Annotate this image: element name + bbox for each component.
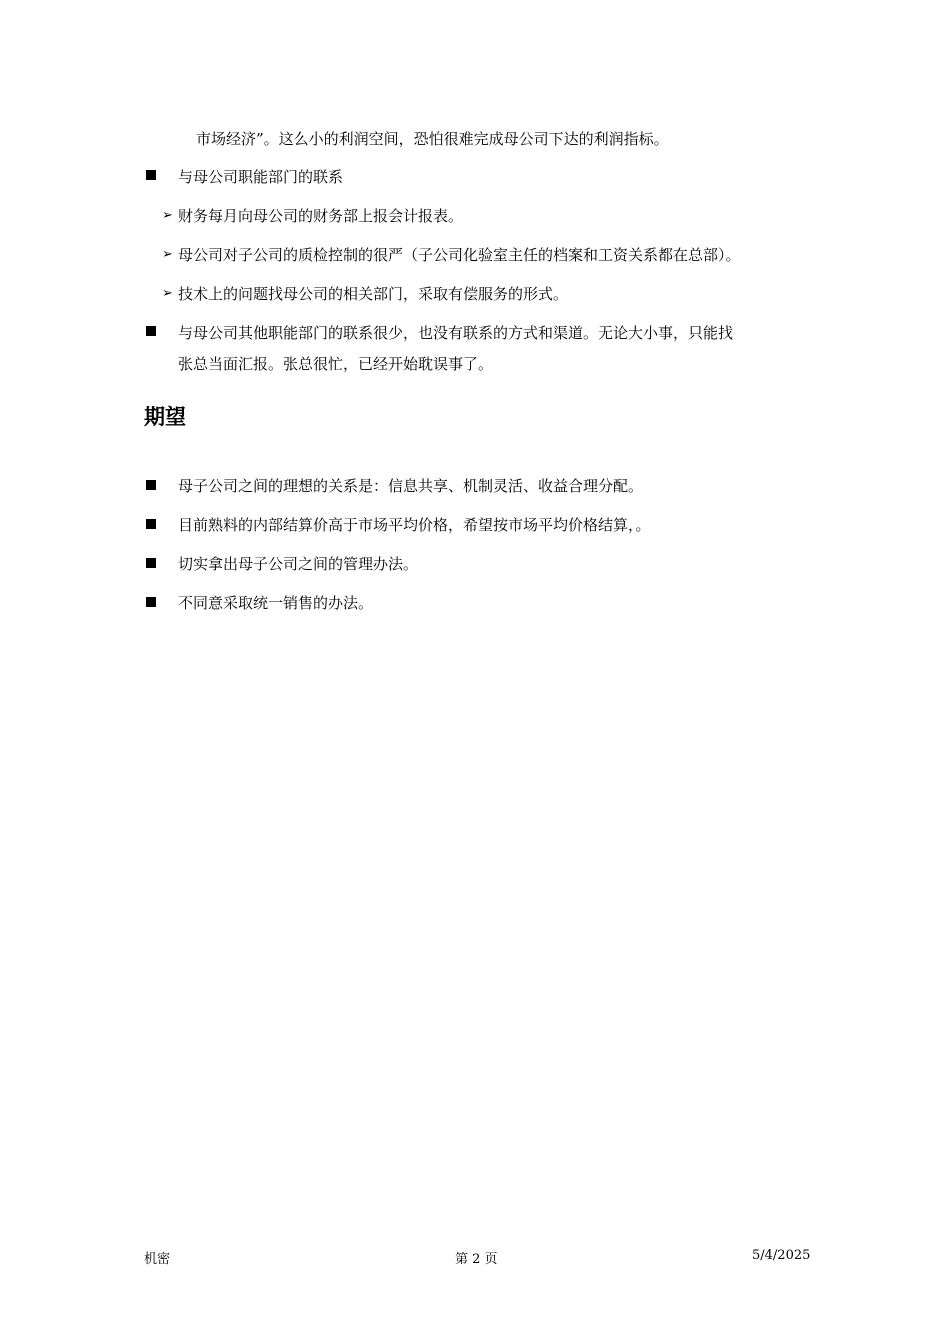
sub-item-text: 财务每月向母公司的财务部上报会计报表。 [178, 207, 464, 225]
square-bullet-icon [146, 480, 156, 490]
list-item: 母子公司之间的理想的关系是：信息共享、机制灵活、收益合理分配。 [178, 477, 644, 495]
square-bullet-icon [146, 170, 156, 180]
bullet-text: 与母公司其他职能部门的联系很少，也没有联系的方式和渠道。无论大小事，只能找 [178, 324, 734, 342]
section-heading: 期望 [144, 405, 186, 429]
arrow-bullet-icon: ➢ [162, 247, 173, 262]
square-bullet-icon [146, 326, 156, 336]
footer-page-number: 第 2 页 [455, 1252, 498, 1267]
square-bullet-icon [146, 558, 156, 568]
sub-item-text: 母公司对子公司的质检控制的很严（子公司化验室主任的档案和工资关系都在总部）。 [178, 246, 741, 264]
bullet-text-continuation: 张总当面汇报。张总很忙，已经开始耽误事了。 [178, 355, 494, 373]
square-bullet-icon [146, 597, 156, 607]
footer-date: 5/4/2025 [752, 1248, 811, 1263]
arrow-bullet-icon: ➢ [162, 286, 173, 301]
list-item: 切实拿出母子公司之间的管理办法。 [178, 555, 419, 573]
list-item: 不同意采取统一销售的办法。 [178, 594, 374, 612]
footer-confidential: 机密 [144, 1252, 171, 1267]
arrow-bullet-icon: ➢ [162, 208, 173, 223]
sub-item-text: 技术上的问题找母公司的相关部门，采取有偿服务的形式。 [178, 285, 569, 303]
continuation-text: 市场经济”。这么小的利润空间，恐怕很难完成母公司下达的利润指标。 [196, 130, 669, 148]
square-bullet-icon [146, 519, 156, 529]
list-item: 目前熟料的内部结算价高于市场平均价格，希望按市场平均价格结算，。 [178, 516, 651, 534]
bullet-text: 与母公司职能部门的联系 [178, 168, 344, 186]
